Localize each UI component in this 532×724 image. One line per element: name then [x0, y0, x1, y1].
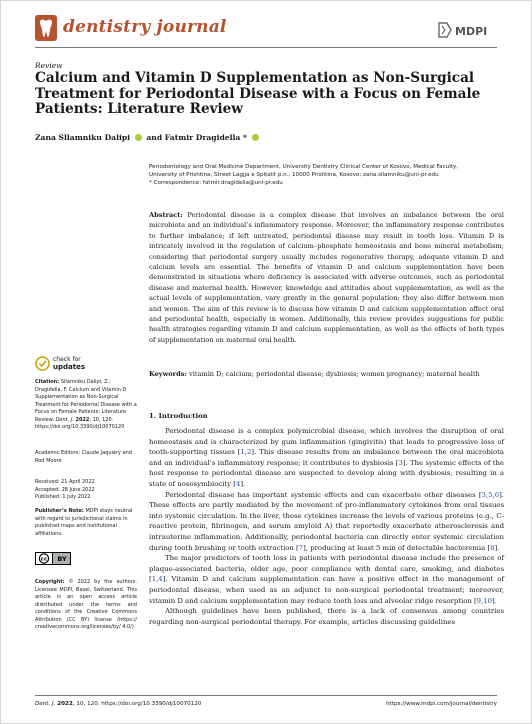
- reference-link[interactable]: 1: [151, 575, 157, 584]
- affiliation-line-1: Periodontology and Oral Medicine Department, University Dentistry Clinical Center of Kosovo, Medical Faculty,: [149, 164, 459, 170]
- academic-editors: Academic Editors: Claude Jaquiéry and Rod Moore: [35, 450, 132, 464]
- footer-doi[interactable]: , 10, 120. https://doi.org/10.3390/dj10070120: [72, 701, 202, 707]
- citation-block: [35, 379, 137, 432]
- orcid-icon[interactable]: [252, 134, 259, 141]
- copyright-text: © 2022 by the authors. Licensee MDPI, Basel, Switzerland. This article is an open access article distributed under the terms and conditions of the Creative Commons Attribution (CC BY) license (https:// creativecommons.org/licenses/by/ 4.0/).: [35, 579, 137, 630]
- received-date: Received: 21 April 2022: [35, 479, 95, 485]
- footer-rule: [35, 695, 497, 696]
- header-rule: [35, 47, 497, 48]
- section-heading-introduction: 1. Introduction: [149, 412, 208, 420]
- journal-name: dentistry journal: [63, 17, 227, 37]
- published-date: Published: 1 July 2022: [35, 494, 91, 500]
- cc-by-license-icon[interactable]: [35, 552, 71, 565]
- check-updates-line-2: updates: [53, 363, 85, 371]
- publisher-note-label: Publisher’s Note:: [35, 508, 84, 514]
- affiliation-line-2: University of Prishtina, Street Lagjja e Spitalit p.n., 10000 Prishtina, Kosovo; zana.sllamniku@uni-pr.edu: [149, 171, 439, 178]
- correspondence[interactable]: * Correspondence: fatmir.dragidella@uni-pr.edu: [149, 179, 283, 186]
- check-updates-line-1: check for: [53, 356, 81, 363]
- paragraph: Periodontal disease has important systemic effects and can exacerbate other diseases [3,5,6]. These effects are partly mediated by the movement of pro-inflammatory cytokines from oral tissues into systemic circulation. In the liver, these cytokines increase the levels of various proteins (e.g., C-reactive protein, fibrinogen, and serum amyloid A) that reportedly exacerbate atherosclerosis and intrauterine inflammation. Additionally, periodontal bacteria can directly enter systemic circulation during tooth brushing or tooth extraction [7], producing at least 5 min of detectable bacteremia [8].: [149, 490, 504, 552]
- author-separator: and: [146, 133, 163, 142]
- accepted-date: Accepted: 28 June 2022: [35, 486, 95, 493]
- citation-year: 2022: [75, 416, 90, 423]
- reference-link[interactable]: 9: [476, 596, 482, 605]
- check-updates-icon: [35, 356, 50, 371]
- article-title: Calcium and Vitamin D Supplementation as Non-Surgical Treatment for Periodontal Disease with a Focus on Female Patients: Literature Review: [35, 70, 481, 117]
- citation-text: Sllamniku Dalipi, Z.; Dragidella, F. Calcium and Vitamin D Supplementation as Non-Surgical Treatment for Periodontal Disease with a Focus on Female Patients: Literature Review.: [35, 379, 137, 423]
- tooth-logo-icon: [35, 15, 57, 41]
- reference-link[interactable]: 7: [298, 543, 304, 552]
- affiliation: [149, 164, 504, 187]
- abstract-text: Periodontal disease is a complex disease that involves an imbalance between the oral microbiota and an individual’s inflammatory response. Moreover, the inflammatory response contributes to further imbalance; if left untreated, periodontal disease may result in tooth loss. Vitamin D is intricately involved in the regulation of calcium–phosphate homeostasis and bone mineral metabolism; considering that periodontal surgery usually includes regenerative therapy, adequate vitamin D and calcium levels are essential. The benefits of vitamin D and calcium supplementation have been demonstrated in situations where deficiency is associated with adverse outcomes, such as periodontal disease and maternal health. However, knowledge and attitudes about supplementation, as well as the actual levels of supplementation, vary greatly in the general population; they also differ between men and women. The aim of this review is to discuss how vitamin D and calcium supplementation affect oral and periodontal health, especially in women. Additionally, this review provides suggestions for public health strategies regarding vitamin D and calcium supplementation, as well as the effects of both types of supplementation on maternal oral health.: [149, 211, 504, 344]
- reference-link[interactable]: 3: [481, 490, 486, 499]
- corresponding-mark: *: [242, 133, 247, 142]
- reference-link[interactable]: 4: [158, 575, 163, 584]
- cc-label: cc: [40, 556, 48, 563]
- author-list: [35, 133, 261, 142]
- author-2[interactable]: Fatmir Dragidella: [164, 133, 241, 142]
- keywords-label: Keywords:: [149, 370, 187, 378]
- footer-journal: Dent. J.: [35, 701, 56, 707]
- keywords-text: vitamin D; calcium; periodontal disease; dysbiosis; women pregnancy; maternal health: [189, 370, 480, 378]
- paragraph: Although guidelines have been published, there is a lack of consensus among countries regarding non-surgical periodontal therapy. For example, articles discussing guidelines: [149, 607, 504, 626]
- abstract: [149, 210, 504, 345]
- citation-volume-doi[interactable]: , 10, 120. https://doi.org/10.3390/dj10070120: [35, 416, 125, 430]
- paragraph: The major predictors of tooth loss in patients with periodontal disease include the presence of plaque-associated bacteria, older age, poor compliance with dental care, smoking, and diabetes [1,4]. Vitamin D and calcium supplementation can have a positive effect in the management of periodontal disease, when used as an adjunct to non-surgical periodontal treatment; moreover, vitamin D and calcium supplementation may reduce tooth loss and alveolar ridge resorption [9,10].: [149, 554, 504, 605]
- paragraph: Periodontal disease is a complex polymicrobial disease, which involves the disruption of oral homeostasis and is characterized by gum inflammation (gingivitis) that leads to progressive loss of tooth-supporting tissues [1,2]. This disease results from an imbalance between the oral microbiota and an individual’s inflammatory response; it contributes to dysbiosis [3]. The systemic effects of the host response to periodontal disease are suspected to develop along with dysbiosis, resulting in a state of nososymbiocity [4].: [149, 427, 504, 488]
- reference-link[interactable]: 2: [246, 448, 252, 457]
- reference-link[interactable]: 4: [235, 479, 241, 488]
- footer-journal-url[interactable]: https://www.mdpi.com/journal/dentistry: [386, 701, 497, 707]
- reference-link[interactable]: 8: [490, 543, 495, 552]
- reference-link[interactable]: 5: [488, 490, 493, 499]
- citation-label: Citation:: [35, 379, 60, 385]
- publisher-note-text: MDPI stays neutral with regard to jurisdictional claims in published maps and institutional affiliations.: [35, 508, 133, 537]
- publisher-name: MDPI: [455, 25, 488, 38]
- footer-citation: [35, 701, 201, 707]
- reference-link[interactable]: 10: [483, 596, 493, 605]
- mdpi-logo-icon: [437, 21, 497, 39]
- publisher-note: [35, 508, 137, 538]
- copyright-label: Copyright:: [35, 579, 65, 585]
- check-for-updates-button[interactable]: [35, 354, 125, 374]
- reference-link[interactable]: 6: [494, 490, 500, 499]
- orcid-icon[interactable]: [135, 134, 142, 141]
- author-1[interactable]: Zana Sllamniku Dalipi: [35, 133, 131, 142]
- footer-year: 2022: [57, 701, 73, 707]
- article-type: Review: [35, 61, 63, 70]
- introduction-body: [149, 426, 504, 627]
- abstract-label: Abstract:: [149, 211, 183, 219]
- citation-journal: Dent. J.: [55, 416, 74, 423]
- dates-block: [35, 479, 137, 502]
- keywords: [149, 369, 504, 379]
- copyright-block: [35, 579, 137, 632]
- reference-link[interactable]: 3: [398, 458, 403, 467]
- reference-link[interactable]: 1: [240, 448, 245, 457]
- cc-by-label: BY: [57, 555, 67, 564]
